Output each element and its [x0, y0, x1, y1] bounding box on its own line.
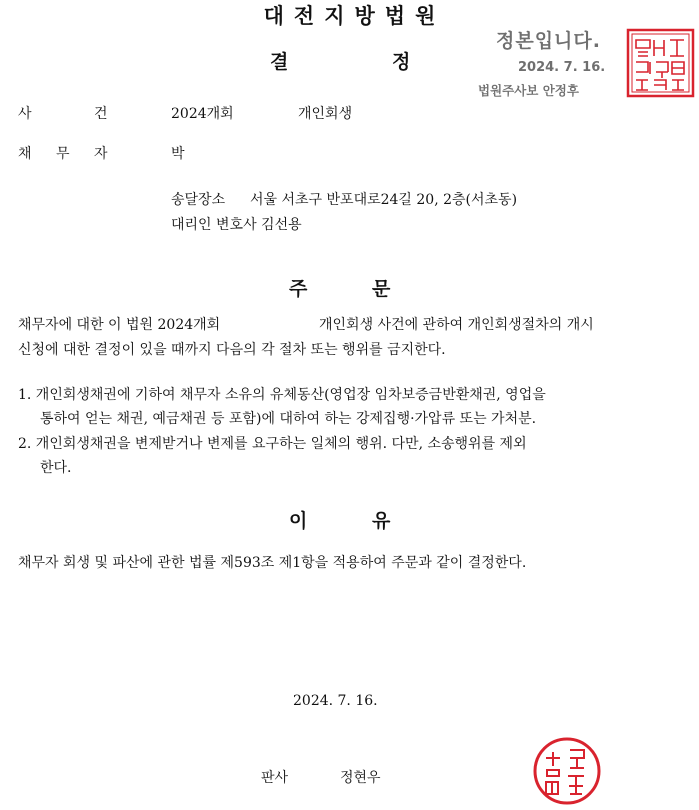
certified-date: 2024. 7. 16.	[518, 60, 606, 75]
order-item2-line1: 2. 개인회생채권을 변제받거나 변제를 요구하는 일체의 행위. 다만, 소송행위를 제외	[18, 436, 527, 452]
case-name: 개인회생	[298, 106, 353, 122]
order-item2-line2: 한다.	[40, 460, 72, 476]
certified-clerk: 법원주사보 안정후	[478, 83, 579, 98]
order-intro-line2: 신청에 대한 결정이 있을 때까지 다음의 각 절차 또는 행위를 금지한다.	[18, 342, 446, 358]
reason-title-left: 이	[289, 510, 308, 532]
court-name: 대전지방법원	[263, 4, 446, 28]
attorney: 대리인 변호사 김선용	[171, 217, 302, 233]
service-address: 서울 서초구 반포대로24길 20, 2층(서초동)	[250, 192, 518, 208]
doc-type-left: 결	[270, 51, 289, 73]
service-label: 송달장소	[171, 192, 226, 208]
debtor-label-1: 채	[18, 146, 32, 162]
decision-date: 2024. 7. 16.	[293, 693, 378, 709]
order-intro-line1a: 채무자에 대한 이 법원 2024개회	[18, 317, 221, 333]
case-label-1: 사	[18, 106, 32, 122]
order-item1-line1: 1. 개인회생채권에 기하여 채무자 소유의 유체동산(영업장 임차보증금반환채권, 영업을	[18, 387, 546, 403]
certified-copy-stamp: 정본입니다.	[496, 30, 601, 52]
order-intro-line1b: 개인회생 사건에 관하여 개인회생절차의 개시	[319, 317, 594, 333]
doc-type-right: 정	[392, 51, 411, 73]
order-title-left: 주	[289, 278, 308, 300]
order-item1-line2: 통하여 얻는 채권, 예금채권 등 포함)에 대하여 하는 강제집행·가압류 또는 가처분.	[40, 411, 537, 427]
order-title-right: 문	[372, 278, 391, 300]
debtor-name: 박	[171, 146, 185, 162]
debtor-label-2: 무	[56, 146, 70, 162]
reason-text: 채무자 회생 및 파산에 관한 법률 제593조 제1항을 적용하여 주문과 같이 결정한다.	[18, 555, 527, 571]
reason-title-right: 유	[372, 510, 391, 532]
court-seal-icon	[626, 28, 695, 98]
case-number: 2024개회	[171, 106, 234, 122]
case-label-2: 건	[94, 106, 108, 122]
judge-seal-icon	[532, 736, 602, 806]
judge-title: 판사	[261, 770, 289, 786]
debtor-label-3: 자	[94, 146, 108, 162]
judge-name: 정현우	[340, 770, 381, 786]
